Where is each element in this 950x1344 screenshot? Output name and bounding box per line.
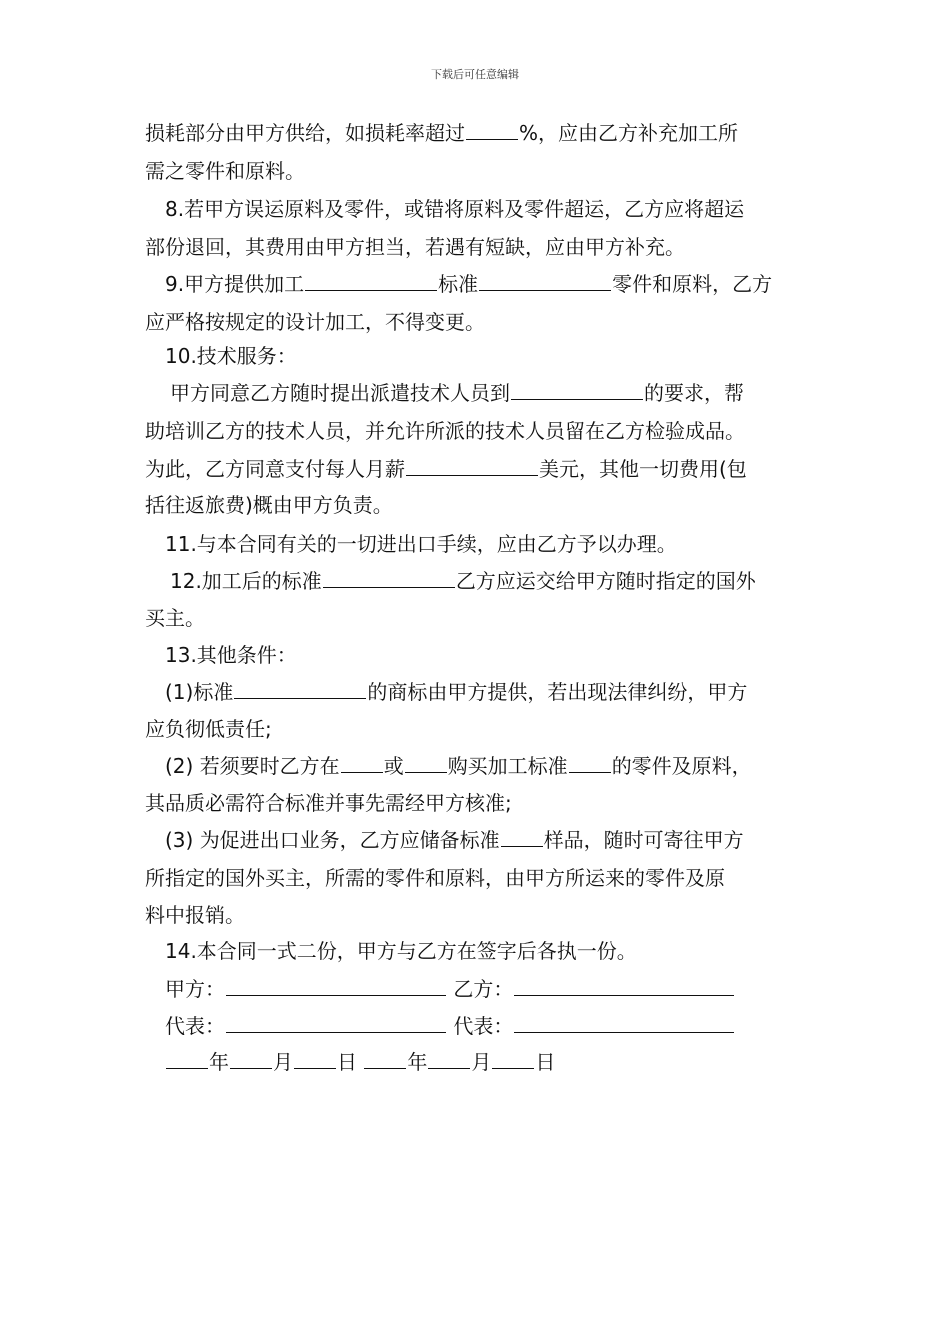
clause-text-line: 需之零件和原料。 <box>145 159 305 183</box>
signature-date-row <box>165 1048 555 1076</box>
month-blank[interactable] <box>230 1048 272 1069</box>
text-segment: 损耗部分由甲方供给，如损耗率超过 <box>145 121 465 145</box>
page-header: 下载后可任意编辑 <box>431 68 519 81</box>
party-b-signature-blank[interactable] <box>514 975 734 996</box>
rep-b-label: 代表： <box>453 1014 514 1038</box>
clause-text-line <box>145 455 747 483</box>
party-a-signature-blank[interactable] <box>226 975 446 996</box>
clause-text-line: 括往返旅费)概由甲方负责。 <box>145 493 393 517</box>
text-segment: 9.甲方提供加工 <box>165 272 305 296</box>
day-blank[interactable] <box>294 1048 336 1069</box>
fill-blank[interactable] <box>466 119 518 140</box>
fill-blank[interactable] <box>341 752 383 773</box>
text-segment: 或 <box>383 754 404 778</box>
clause-13-heading: 13.其他条件： <box>165 643 297 667</box>
clause-text-line: 部份退回，其费用由甲方担当，若遇有短缺，应由甲方补充。 <box>145 235 685 259</box>
text-segment: 为此，乙方同意支付每人月薪 <box>145 457 405 481</box>
clause-13-1-line <box>165 678 747 706</box>
clause-text-line: 应严格按规定的设计加工，不得变更。 <box>145 310 485 334</box>
clause-text-line: 助培训乙方的技术人员，并允许所派的技术人员留在乙方检验成品。 <box>145 419 745 443</box>
fill-blank[interactable] <box>323 567 455 588</box>
text-segment: 购买加工标准 <box>447 754 568 778</box>
day-label: 日 <box>337 1050 357 1074</box>
text-segment: 12.加工后的标准 <box>170 569 322 593</box>
fill-blank[interactable] <box>305 270 437 291</box>
rep-a-label: 代表： <box>165 1014 225 1038</box>
text-segment: 的商标由甲方提供，若出现法律纠纷，甲方 <box>367 680 748 704</box>
rep-b-signature-blank[interactable] <box>514 1012 734 1033</box>
month-label: 月 <box>471 1050 492 1074</box>
fill-blank[interactable] <box>511 379 643 400</box>
party-b-label: 乙方： <box>453 977 514 1001</box>
month-blank[interactable] <box>428 1048 470 1069</box>
clause-text-line <box>170 379 744 407</box>
text-segment: (3) 为促进出口业务，乙方应储备标准 <box>165 828 500 852</box>
year-blank[interactable] <box>364 1048 406 1069</box>
signature-rep-row <box>165 1012 735 1040</box>
fill-blank[interactable] <box>569 752 611 773</box>
clause-text-line <box>145 119 738 147</box>
text-segment: 的零件及原料， <box>611 754 752 778</box>
text-segment: 美元，其他一切费用(包 <box>539 457 747 481</box>
clause-9-line <box>165 270 772 298</box>
fill-blank[interactable] <box>406 455 538 476</box>
text-segment: (1)标准 <box>165 680 234 704</box>
text-segment: 甲方同意乙方随时提出派遣技术人员到 <box>170 381 510 405</box>
text-segment: %，应由乙方补充加工所 <box>519 121 739 145</box>
rep-a-signature-blank[interactable] <box>226 1012 446 1033</box>
text-segment: 样品，随时可寄往甲方 <box>543 828 744 852</box>
clause-text-line: 料中报销。 <box>145 903 245 927</box>
clause-text-line: 买主。 <box>145 606 205 630</box>
clause-13-2-line <box>165 752 752 780</box>
fill-blank[interactable] <box>405 752 447 773</box>
clause-12-line <box>170 567 756 595</box>
signature-party-row <box>165 975 735 1003</box>
month-label: 月 <box>273 1050 293 1074</box>
text-segment: 零件和原料，乙方 <box>612 272 773 296</box>
text-segment: (2) 若须要时乙方在 <box>165 754 340 778</box>
clause-14-line: 14.本合同一式二份，甲方与乙方在签字后各执一份。 <box>165 939 637 963</box>
year-label: 年 <box>407 1050 428 1074</box>
year-blank[interactable] <box>166 1048 208 1069</box>
text-segment: 的要求，帮 <box>644 381 744 405</box>
text-segment: 乙方应运交给甲方随时指定的国外 <box>455 569 756 593</box>
party-a-label: 甲方： <box>165 977 225 1001</box>
clause-13-3-line <box>165 826 744 854</box>
clause-text-line: 所指定的国外买主，所需的零件和原料，由甲方所运来的零件及原 <box>145 866 725 890</box>
clause-text-line: 应负彻低责任; <box>145 717 272 741</box>
clause-text-line: 其品质必需符合标准并事先需经甲方核准; <box>145 791 512 815</box>
day-label: 日 <box>535 1050 556 1074</box>
clause-8-line: 8.若甲方误运原料及零件，或错将原料及零件超运，乙方应将超运 <box>165 197 745 221</box>
day-blank[interactable] <box>492 1048 534 1069</box>
year-label: 年 <box>209 1050 229 1074</box>
fill-blank[interactable] <box>234 678 366 699</box>
fill-blank[interactable] <box>501 826 543 847</box>
text-segment: 标准 <box>438 272 479 296</box>
clause-10-heading: 10.技术服务： <box>165 344 297 368</box>
clause-11-line: 11.与本合同有关的一切进出口手续，应由乙方予以办理。 <box>165 532 677 556</box>
fill-blank[interactable] <box>479 270 611 291</box>
